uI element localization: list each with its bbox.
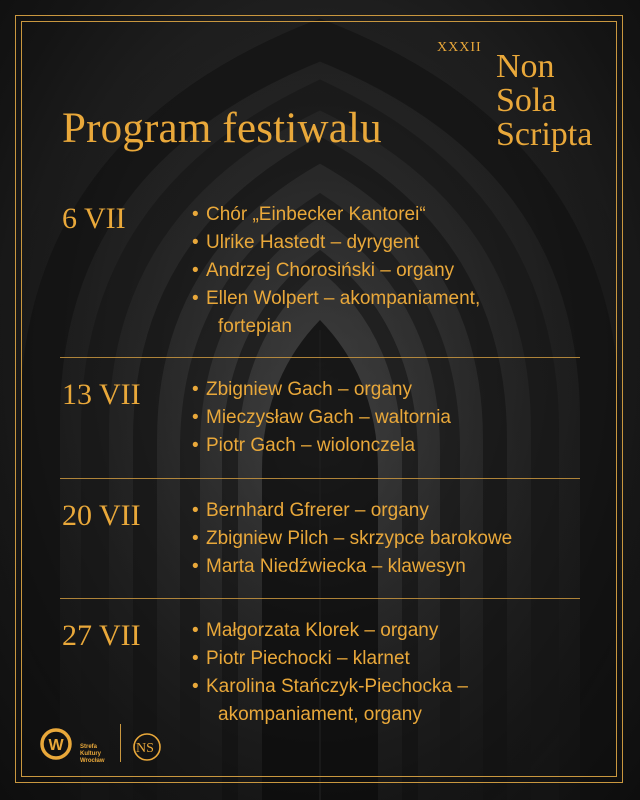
performer-list <box>192 376 451 460</box>
performer-text: Piotr Gach – wiolonczela <box>206 435 416 456</box>
list-item <box>192 645 468 673</box>
performer-text: Chór „Einbecker Kantorei“ <box>206 204 426 225</box>
performer-text-continuation: akompaniament, organy <box>218 704 422 725</box>
performer-text: Mieczysław Gach – waltornia <box>206 407 451 428</box>
list-item <box>192 201 480 229</box>
performer-list <box>192 201 480 341</box>
list-item <box>192 404 451 432</box>
performer-text: Zbigniew Gach – organy <box>206 379 412 400</box>
schedule-date: 13 VII <box>62 378 141 411</box>
performer-text: Bernhard Gfrerer – organy <box>206 500 429 521</box>
org-name-line: Strefa <box>80 744 98 750</box>
list-item <box>192 553 512 581</box>
performer-text: Ellen Wolpert – akompaniament, <box>206 288 481 309</box>
performer-list <box>192 617 468 729</box>
non-sola-scripta-logo-icon <box>126 726 168 768</box>
list-item <box>192 673 468 729</box>
schedule-date: 27 VII <box>62 619 141 652</box>
festival-edition: XXXII <box>437 40 482 55</box>
list-item <box>192 257 480 285</box>
performer-text: Andrzej Chorosiński – organy <box>206 260 455 281</box>
performer-text: Marta Niedźwiecka – klawesyn <box>206 556 466 577</box>
list-item <box>192 376 451 404</box>
page-title: Program festiwalu <box>62 105 382 152</box>
performer-text: Małgorzata Klorek – organy <box>206 620 439 641</box>
list-item <box>192 285 480 341</box>
org-name <box>80 744 105 765</box>
list-item <box>192 617 468 645</box>
festival-name-line-1: Non <box>496 48 555 85</box>
section-divider <box>60 598 580 599</box>
org-name-line: Kultury <box>80 751 101 757</box>
strefa-kultury-logo-icon <box>36 724 84 772</box>
list-item <box>192 525 512 553</box>
performer-text-continuation: fortepian <box>218 316 292 337</box>
logo-letters: NS <box>136 741 154 756</box>
performer-text: Piotr Piechocki – klarnet <box>206 648 410 669</box>
list-item <box>192 432 451 460</box>
list-item <box>192 497 512 525</box>
footer-separator <box>120 724 121 762</box>
section-divider <box>60 357 580 358</box>
schedule-date: 6 VII <box>62 202 126 235</box>
performer-text: Ulrike Hastedt – dyrygent <box>206 232 420 253</box>
logo-letter: W <box>48 737 64 754</box>
performer-text: Zbigniew Pilch – skrzypce barokowe <box>206 528 513 549</box>
org-name-line: Wrocław <box>80 758 105 764</box>
list-item <box>192 229 480 257</box>
performer-text: Karolina Stańczyk-Piechocka – <box>206 676 468 697</box>
schedule-date: 20 VII <box>62 499 141 532</box>
festival-name-line-3: Scripta <box>496 116 593 153</box>
festival-name-line-2: Sola <box>496 82 557 119</box>
section-divider <box>60 478 580 479</box>
performer-list <box>192 497 512 581</box>
